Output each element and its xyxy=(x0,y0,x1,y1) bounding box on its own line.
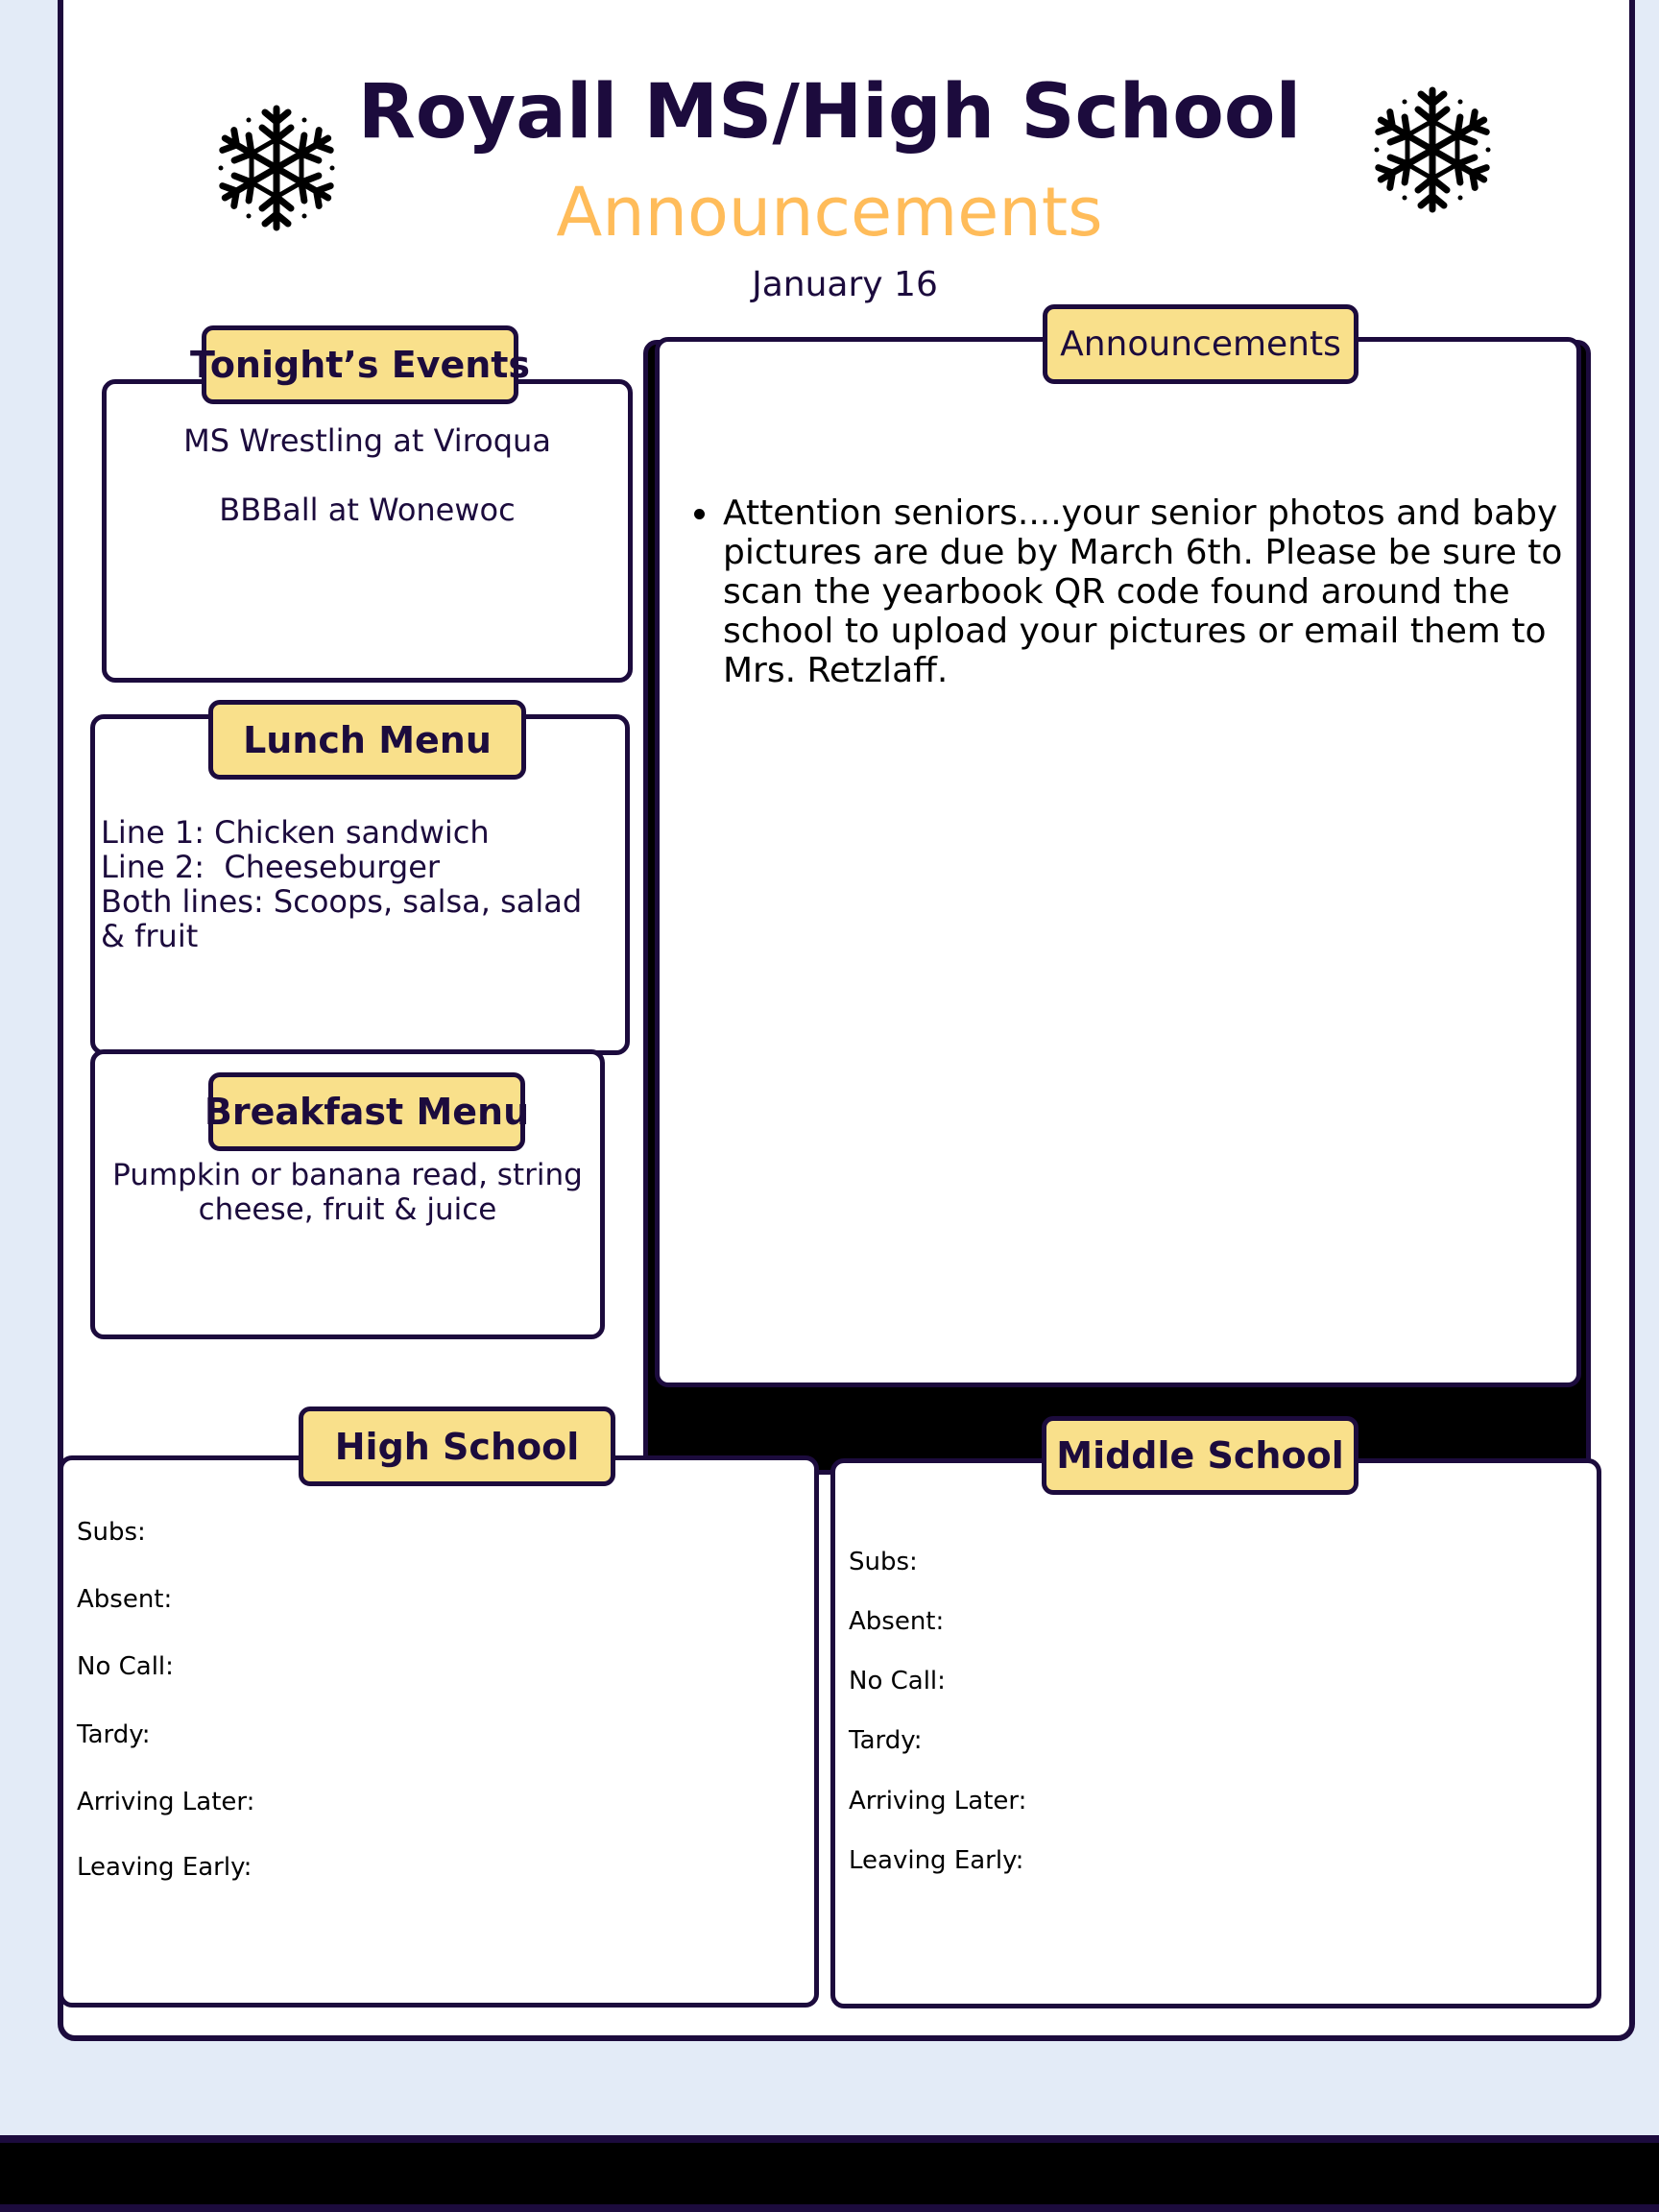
bottom-bar xyxy=(0,2135,1659,2212)
attendance-field-leaving-early: Leaving Early: xyxy=(849,1846,1024,1875)
tonights-events-panel xyxy=(102,379,633,683)
announcements-panel xyxy=(655,337,1581,1387)
lunch-line: Line 2: Cheeseburger xyxy=(101,849,441,885)
attendance-field-leaving-early: Leaving Early: xyxy=(77,1853,252,1882)
high-school-panel xyxy=(59,1455,819,2008)
page-subtitle: Announcements xyxy=(556,173,1103,252)
high-school-label: High School xyxy=(299,1407,615,1486)
event-item: BBBall at Wonewoc xyxy=(219,492,516,528)
announcement-item: • Attention seniors....your senior photos and baby pictures are due by March 6th. Please be sure to scan the yearbook QR code found around the school to upload your pictures or email them to Mrs. Retzlaff. xyxy=(721,493,1563,690)
attendance-field-tardy: Tardy: xyxy=(849,1726,923,1755)
attendance-field-arriving-later: Arriving Later: xyxy=(849,1787,1027,1815)
attendance-field-absent: Absent: xyxy=(77,1585,173,1614)
announcement-list xyxy=(698,493,1563,690)
date-label: January 16 xyxy=(752,265,938,304)
attendance-field-subs: Subs: xyxy=(77,1518,146,1547)
tonights-events-label: Tonight’s Events xyxy=(202,325,518,404)
attendance-field-arriving-later: Arriving Later: xyxy=(77,1788,255,1816)
breakfast-menu-text: Pumpkin or banana read, string cheese, fruit & juice xyxy=(112,1158,583,1227)
lunch-menu-text xyxy=(101,815,615,953)
middle-school-label: Middle School xyxy=(1042,1416,1358,1495)
attendance-field-subs: Subs: xyxy=(849,1548,918,1576)
event-item: MS Wrestling at Viroqua xyxy=(183,422,551,459)
attendance-field-tardy: Tardy: xyxy=(77,1720,151,1749)
school-title: Royall MS/High School xyxy=(357,69,1302,156)
lunch-menu-label: Lunch Menu xyxy=(208,700,526,780)
breakfast-menu-label: Breakfast Menu xyxy=(208,1072,525,1151)
lunch-line: Line 1: Chicken sandwich xyxy=(101,814,490,851)
announcements-label: Announcements xyxy=(1043,304,1358,384)
attendance-field-absent: Absent: xyxy=(849,1607,945,1636)
attendance-field-no-call: No Call: xyxy=(77,1652,174,1681)
lunch-line: Both lines: Scoops, salsa, salad & fruit xyxy=(101,883,583,954)
attendance-field-no-call: No Call: xyxy=(849,1667,946,1695)
middle-school-panel xyxy=(830,1458,1601,2008)
